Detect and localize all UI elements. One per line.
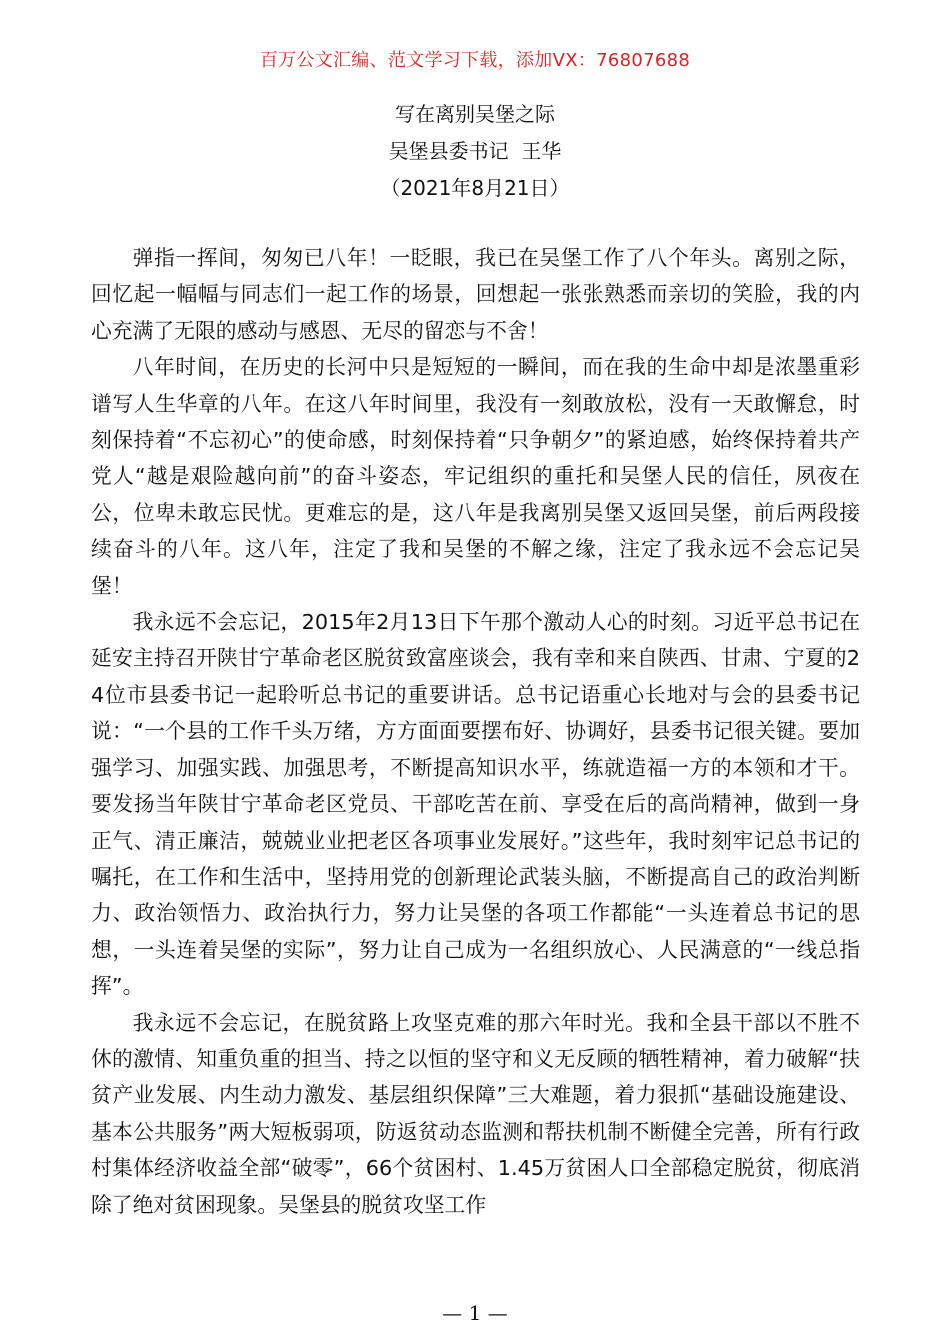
document-body: [91, 240, 860, 1223]
document-title: 写在离别吴堡之际: [395, 102, 555, 126]
paragraph: 我永远不会忘记，在脱贫路上攻坚克难的那六年时光。我和全县干部以不胜不休的激情、知重负重的担当、持之以恒的坚守和义无反顾的牺牲精神，着力破解“扶贫产业发展、内生动力激发、基层组织保障”三大难题，着力狠抓“基础设施建设、基本公共服务”两大短板弱项，防返贫动态监测和帮扶机制不断健全完善，所有行政村集体经济收益全部“破零”，66个贫困村、1.45万贫困人口全部稳定脱贫，彻底消除了绝对贫困现象。吴堡县的脱贫攻坚工作: [91, 1010, 860, 1217]
page-number: — 1 —: [442, 1301, 508, 1325]
paragraph: 我永远不会忘记，2015年2月13日下午那个激动人心的时刻。习近平总书记在延安主持召开陕甘宁革命老区脱贫致富座谈会，我有幸和来自陕西、甘肃、宁夏的24位市县委书记一起聆听总书记的重要讲话。总书记语重心长地对与会的县委书记说：“一个县的工作千头万绪，方方面面要摆布好、协调好，县委书记很关键。要加强学习、加强实践、加强思考，不断提高知识水平，练就造福一方的本领和才干。要发扬当年陕甘宁革命老区党员、干部吃苦在前、享受在后的高尚精神，做到一身正气、清正廉洁，兢兢业业把老区各项事业发展好。”这些年，我时刻牢记总书记的嘱托，在工作和生活中，坚持用党的创新理论武装头脑，不断提高自己的政治判断力、政治领悟力、政治执行力，努力让吴堡的各项工作都能“一头连着总书记的思想，一头连着吴堡的实际”，努力让自己成为一名组织放心、人民满意的“一线总指挥”。: [91, 610, 860, 999]
author-line: 吴堡县委书记 王华: [388, 139, 562, 163]
date-line: （2021年8月21日）: [380, 176, 570, 200]
paragraph: 弹指一挥间，匆匆已八年！一眨眼，我已在吴堡工作了八个年头。离别之际，回忆起一幅幅与同志们一起工作的场景，回想起一张张熟悉而亲切的笑脸，我的内心充满了无限的感动与感恩、无尽的留恋与不舍！: [91, 246, 860, 343]
paragraph: 八年时间，在历史的长河中只是短短的一瞬间，而在我的生命中却是浓墨重彩谱写人生华章的八年。在这八年时间里，我没有一刻敢放松，没有一天敢懈怠，时刻保持着“不忘初心”的使命感，时刻保持着“只争朝夕”的紧迫感，始终保持着共产党人“越是艰险越向前”的奋斗姿态，牢记组织的重托和吴堡人民的信任，夙夜在公，位卑未敢忘民忧。更难忘的是，这八年是我离别吴堡又返回吴堡，前后两段接续奋斗的八年。这八年，注定了我和吴堡的不解之缘，注定了我永远不会忘记吴堡！: [91, 355, 860, 598]
download-banner: 百万公文汇编、范文学习下载，添加VX：76807688: [259, 50, 691, 71]
